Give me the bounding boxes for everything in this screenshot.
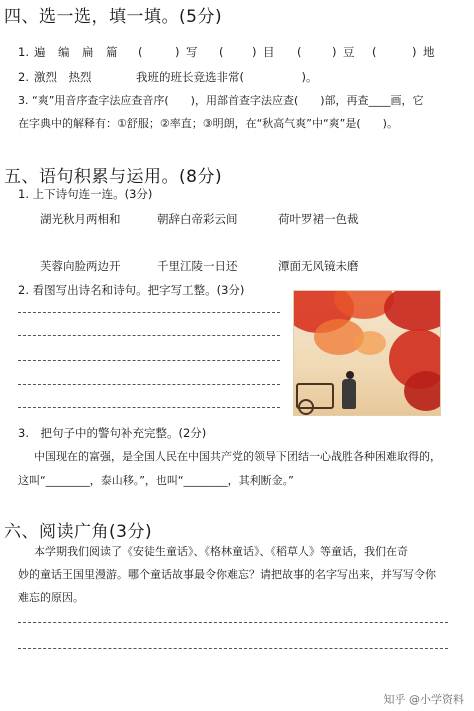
poem-line-6[interactable]: 潭面无风镜未磨 bbox=[278, 259, 359, 273]
s5-q2-label: 2. 看图写出诗名和诗句。把字写工整。(3分) bbox=[18, 283, 245, 297]
s4-q1-paren-2-close: ) bbox=[252, 45, 257, 59]
s4-q1-item-1: 写 bbox=[186, 45, 198, 59]
s4-q1-paren-1-close: ) bbox=[175, 45, 180, 59]
s4-q1-paren-4-open: ( bbox=[372, 45, 377, 59]
s5-q1-label: 1. 上下诗句连一连。(3分) bbox=[18, 187, 153, 201]
answer-line-1[interactable] bbox=[18, 312, 280, 313]
figure-head bbox=[346, 371, 354, 379]
watermark: 知乎 @小学资料 bbox=[383, 693, 464, 706]
answer-line-6[interactable] bbox=[18, 622, 448, 623]
s4-q2-sentence: 我班的班长竞选非常( )。 bbox=[136, 70, 318, 84]
s4-q1-item-2: 目 bbox=[263, 45, 275, 59]
s4-q1-item-3: 豆 bbox=[343, 45, 355, 59]
s4-q3-line-1: 3. “爽”用音序查字法应查音序( )，用部首查字法应查( )部，再查____画，它 bbox=[18, 94, 424, 107]
s6-line-1: 本学期我们阅读了《安徒生童话》、《格林童话》、《稻草人》等童话，我们在奇 bbox=[34, 545, 408, 558]
autumn-maple-painting bbox=[293, 290, 441, 416]
section6-title: 六、阅读广角(3分) bbox=[4, 522, 153, 542]
cart-wheel bbox=[298, 399, 314, 415]
poem-line-5[interactable]: 千里江陵一日还 bbox=[157, 259, 238, 273]
section4-title: 四、选一选，填一填。(5分) bbox=[4, 7, 223, 27]
s4-q2-number: 2. bbox=[18, 70, 29, 84]
s4-q1-item-4: 地 bbox=[423, 45, 435, 59]
s4-q1-word-3: 扁 bbox=[82, 45, 94, 59]
answer-line-2[interactable] bbox=[18, 335, 280, 336]
s4-q2-options: 激烈 热烈 bbox=[34, 70, 92, 84]
s4-q3-line-2: 在字典中的解释有：①舒服；②率直；③明朗，在“秋高气爽”中“爽”是( )。 bbox=[18, 117, 398, 130]
answer-line-3[interactable] bbox=[18, 360, 280, 361]
answer-line-7[interactable] bbox=[18, 648, 448, 649]
s4-q1-paren-4-close: ) bbox=[412, 45, 417, 59]
figure-body bbox=[342, 379, 356, 409]
answer-line-4[interactable] bbox=[18, 384, 280, 385]
s4-q1-paren-3-close: ) bbox=[332, 45, 337, 59]
s4-q1-word-4: 篇 bbox=[106, 45, 118, 59]
s5-q3-label: 3. 把句子中的警句补充完整。(2分) bbox=[18, 426, 207, 440]
s4-q1-paren-3-open: ( bbox=[297, 45, 302, 59]
s4-q1-paren-2-open: ( bbox=[219, 45, 224, 59]
poem-line-1[interactable]: 湖光秋月两相和 bbox=[40, 212, 121, 226]
s6-line-3: 难忘的原因。 bbox=[18, 591, 84, 604]
answer-line-5[interactable] bbox=[18, 407, 280, 408]
section5-title: 五、语句积累与运用。(8分) bbox=[4, 167, 223, 187]
s6-line-2: 妙的童话王国里漫游。哪个童话故事最令你难忘？请把故事的名字写出来，并写写令你 bbox=[18, 568, 436, 581]
s4-q1-word-2: 编 bbox=[58, 45, 70, 59]
s4-q1-number: 1. bbox=[18, 45, 29, 59]
s5-q3-line-1: 中国现在的富强，是全国人民在中国共产党的领导下团结一心战胜各种困难取得的， bbox=[34, 450, 441, 463]
poem-line-3[interactable]: 荷叶罗裙一色裁 bbox=[278, 212, 359, 226]
poem-line-4[interactable]: 芙蓉向脸两边开 bbox=[40, 259, 121, 273]
s4-q1-word-1: 遍 bbox=[34, 45, 46, 59]
poem-line-2[interactable]: 朝辞白帝彩云间 bbox=[157, 212, 238, 226]
s5-q3-line-2: 这叫“________，泰山移。”，也叫“________，其利断金。” bbox=[18, 474, 294, 487]
s4-q1-paren-1-open: ( bbox=[138, 45, 143, 59]
